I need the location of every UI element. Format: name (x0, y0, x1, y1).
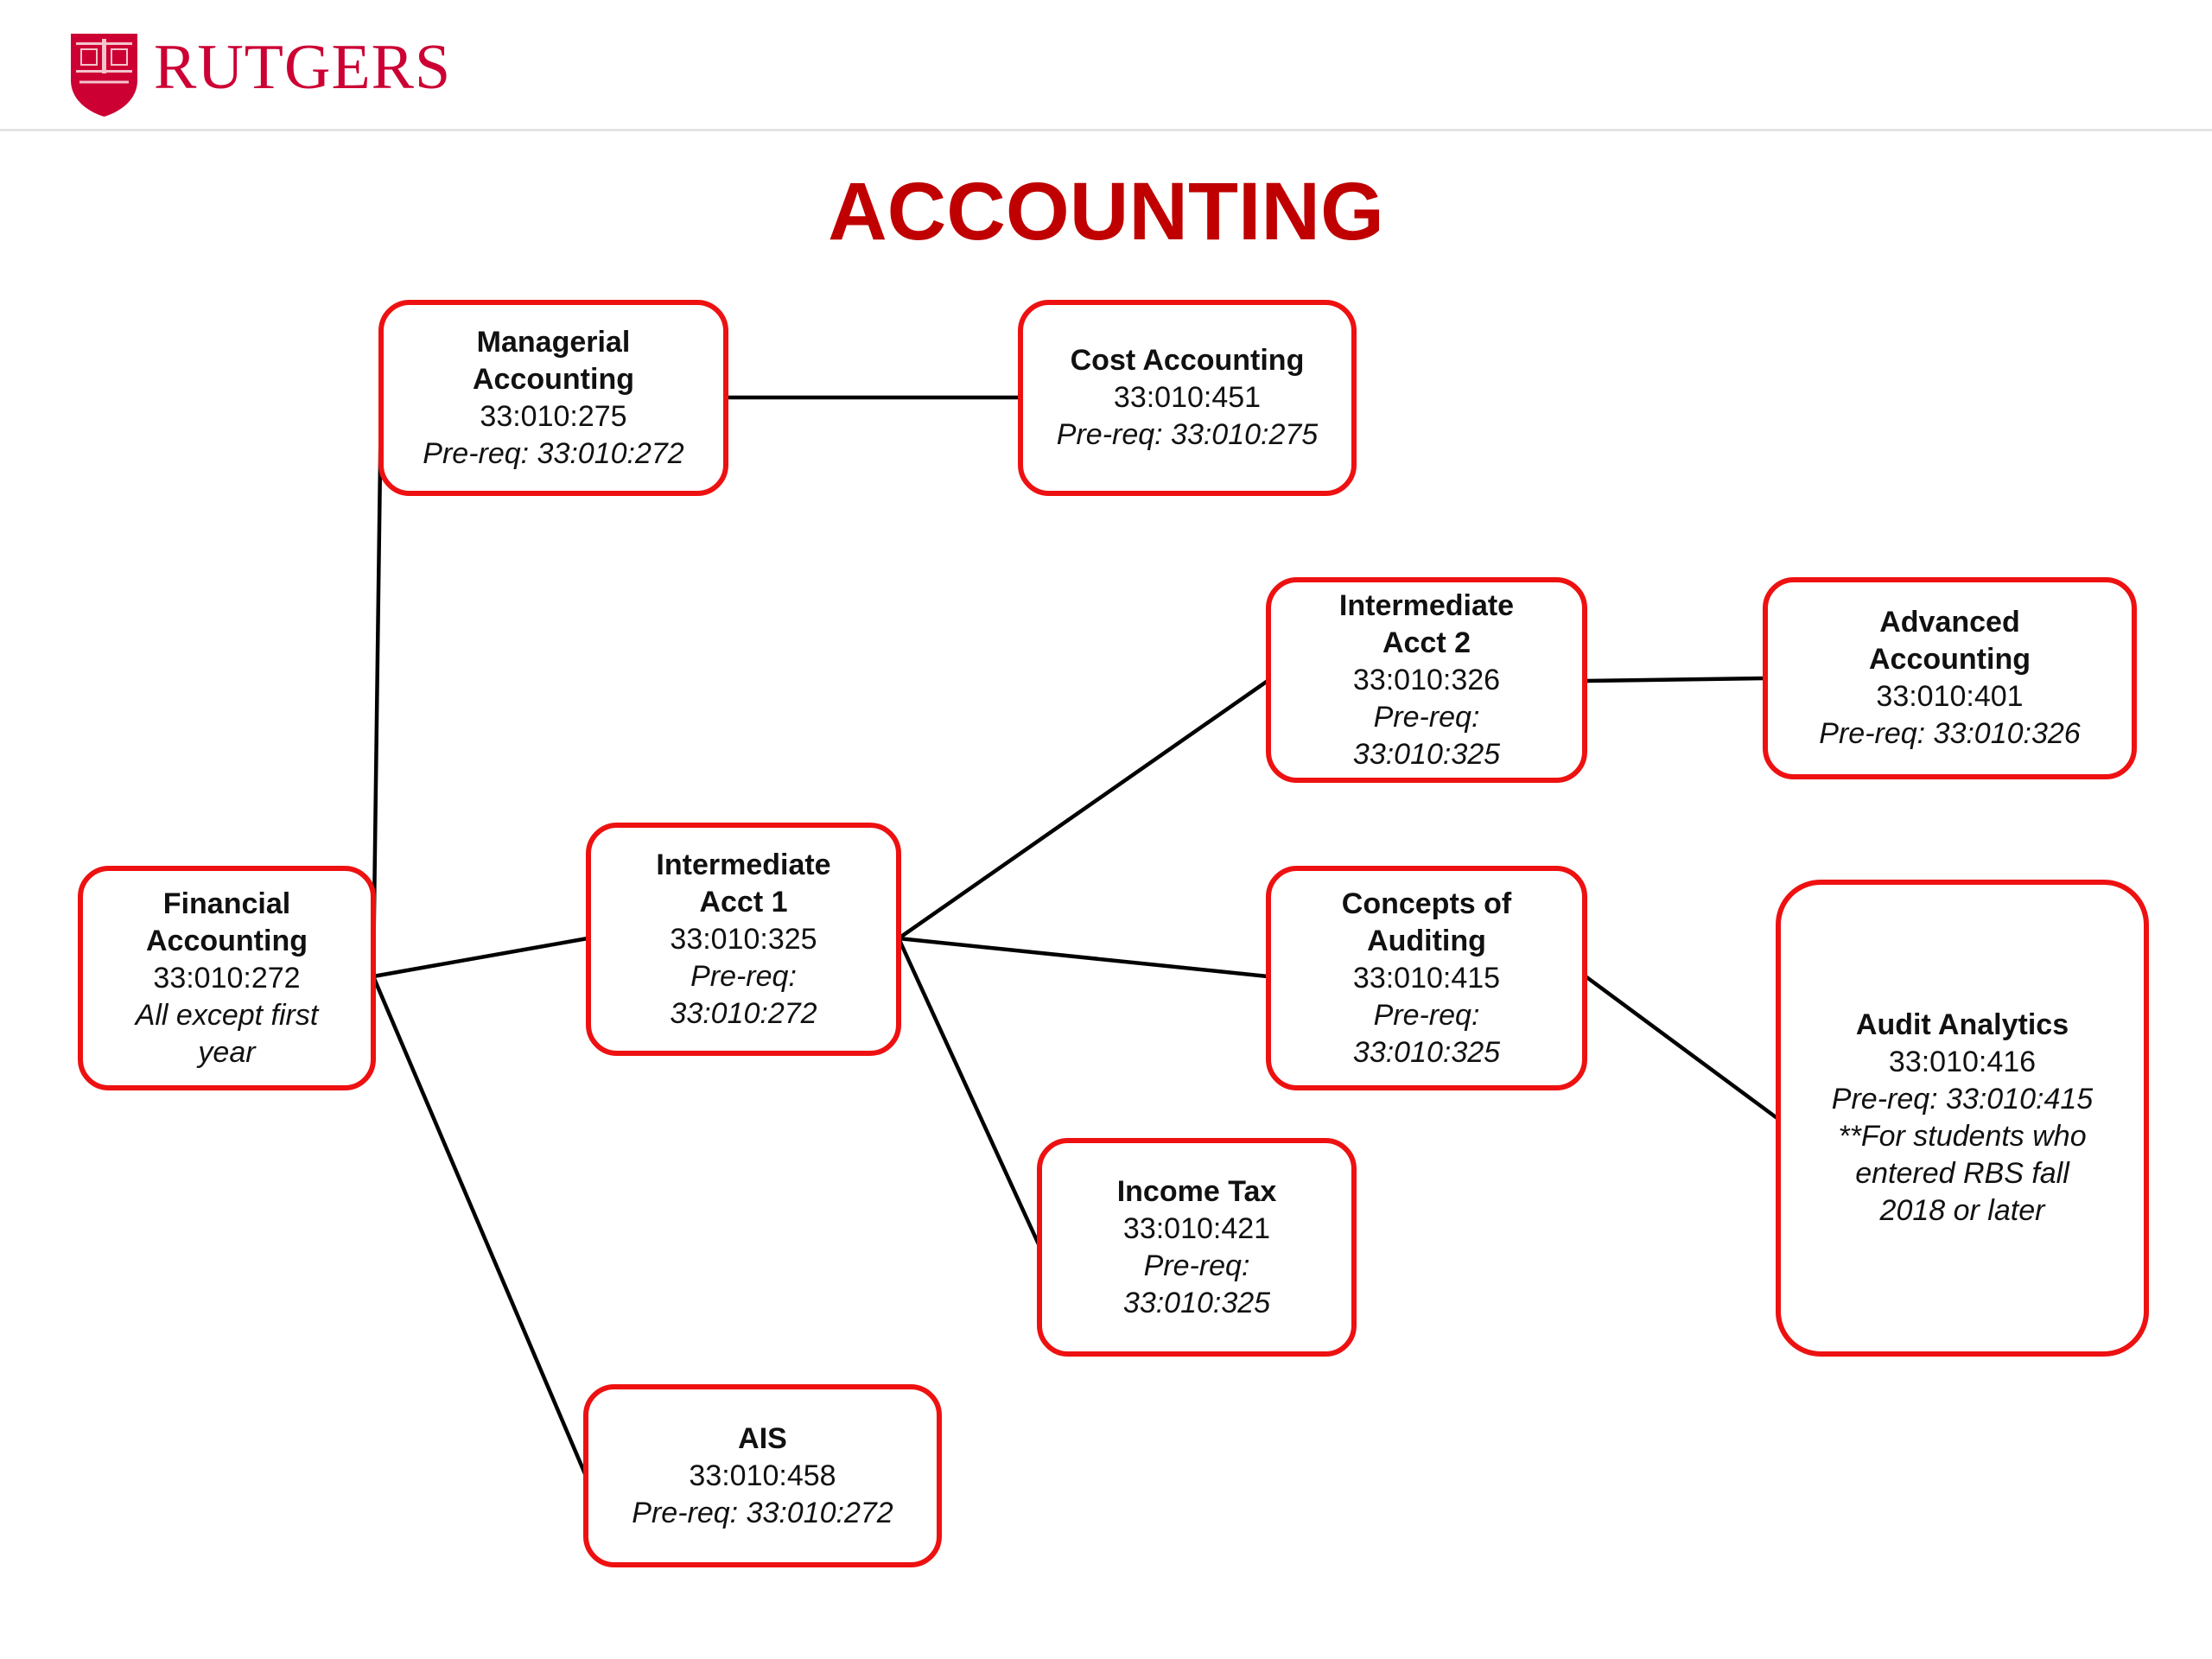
course-code: 33:010:401 (1876, 680, 2024, 713)
course-concepts-of-auditing (1266, 866, 1587, 1090)
course-code: 33:010:416 (1888, 1046, 2037, 1078)
connector-financial-ais (373, 976, 586, 1476)
course-name: Concepts of Auditing (1341, 887, 1512, 957)
course-prereq: Pre-req: 33:010:325 (1352, 700, 1501, 771)
connector-intermediate1-income-tax (899, 938, 1039, 1244)
course-name: AIS (738, 1421, 787, 1455)
course-audit-analytics (1776, 880, 2149, 1357)
course-code: 33:010:415 (1352, 961, 1501, 995)
course-prereq: Pre-req: 33:010:272 (423, 436, 684, 470)
course-ais (583, 1384, 942, 1567)
course-code: 33:010:458 (689, 1459, 836, 1492)
course-managerial-accounting (378, 300, 728, 496)
course-prereq: Pre-req: 33:010:326 (1819, 717, 2081, 750)
course-prereq: Pre-req: 33:010:325 (1122, 1249, 1271, 1319)
connector-intermediate1-auditing (899, 938, 1268, 976)
course-prereq: Pre-req: 33:010:275 (1056, 418, 1319, 451)
course-financial-accounting (78, 866, 376, 1090)
course-cost-accounting (1018, 300, 1357, 496)
connector-intermediate1-intermediate2 (899, 681, 1268, 938)
connector-financial-intermediate1 (373, 938, 588, 976)
connector-auditing-audit-analytics (1586, 976, 1778, 1119)
course-code: 33:010:421 (1122, 1211, 1271, 1245)
course-name: Managerial Accounting (473, 325, 634, 396)
course-name: Financial Accounting (146, 887, 308, 957)
course-name: Audit Analytics (1855, 1008, 2069, 1041)
course-prereq: All except first year (135, 998, 319, 1069)
course-name: Advanced Accounting (1869, 606, 2031, 676)
course-intermediate-acct-1 (586, 823, 901, 1056)
course-prereq: Pre-req: 33:010:415 **For students who entered RBS fall 2018 or later (1831, 1083, 2094, 1227)
connector-intermediate2-advanced (1586, 678, 1764, 681)
course-prereq: Pre-req: 33:010:272 (670, 959, 817, 1030)
course-name: Cost Accounting (1070, 344, 1305, 377)
course-code: 33:010:272 (153, 961, 301, 995)
course-prereq: Pre-req: 33:010:325 (1352, 998, 1501, 1069)
page-title: ACCOUNTING (828, 166, 1384, 257)
course-name: Income Tax (1116, 1174, 1277, 1208)
course-income-tax (1037, 1138, 1357, 1357)
course-intermediate-acct-2 (1266, 577, 1587, 783)
rutgers-logo-text: RUTGERS (154, 32, 452, 103)
course-code: 33:010:451 (1113, 381, 1262, 414)
course-code: 33:010:326 (1352, 663, 1501, 696)
course-code: 33:010:275 (480, 399, 627, 433)
course-name: Intermediate Acct 2 (1338, 588, 1515, 659)
course-name: Intermediate Acct 1 (656, 848, 831, 918)
course-code: 33:010:325 (670, 922, 817, 956)
course-advanced-accounting (1763, 577, 2137, 779)
course-prereq: Pre-req: 33:010:272 (632, 1496, 893, 1529)
